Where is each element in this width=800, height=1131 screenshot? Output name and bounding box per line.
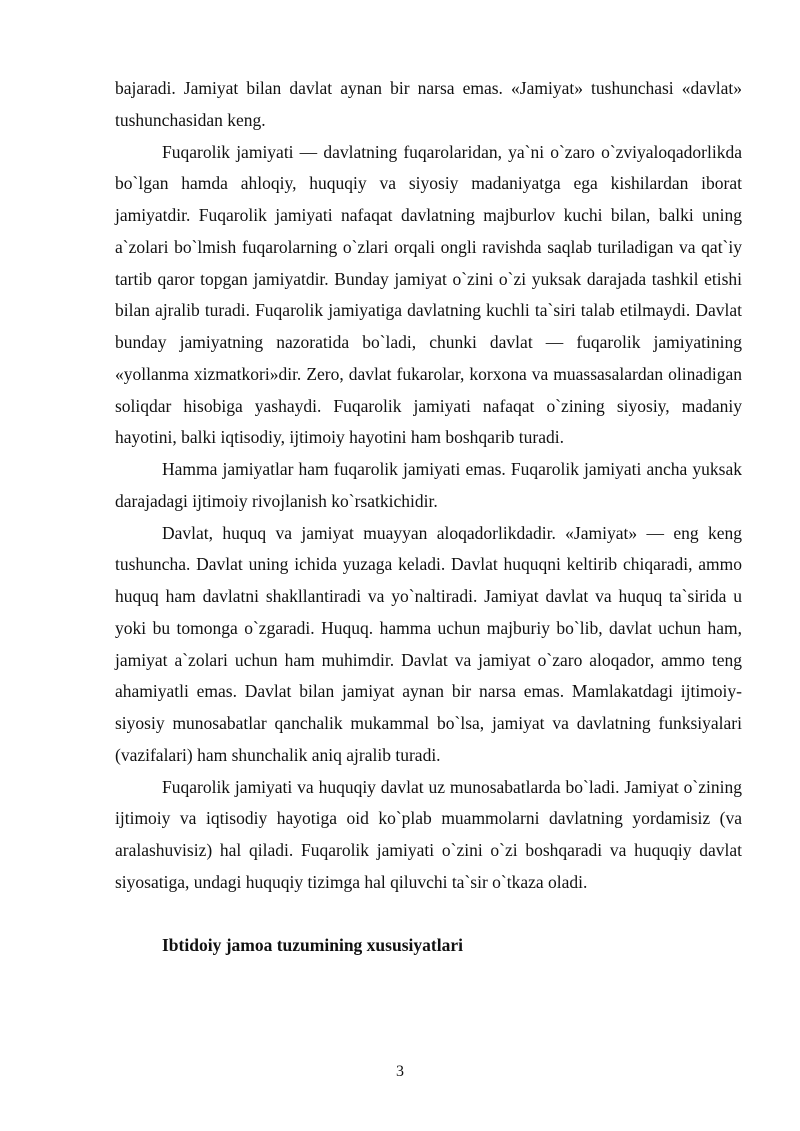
- paragraph-state-law-society: Davlat, huquq va jamiyat muayyan aloqadorlikdadir. «Jamiyat» — eng keng tushuncha. Davlat uning ichida yuzaga keladi. Davlat huquqni keltirib chiqaradi, ammo huquq ham davlatni shakllantiradi va yo`naltiradi. Jamiyat davlat va huquq ta`sirida u yoki bu tomonga o`zgaradi. Huquq. hamma uchun majburiy bo`lib, davlat uchun ham, jamiyat a`zolari uchun ham muhimdir. Davlat va jamiyat o`zaro aloqador, ammo teng ahamiyatli emas. Davlat bilan jamiyat aynan bir narsa emas. Mamlakatdagi ijtimoiy-siyosiy munosabatlar qanchalik mukammal bo`lsa, jamiyat va davlatning funksiyalari (vazifalari) ham shunchalik aniq ajralib turadi.: [115, 522, 742, 765]
- document-body: [115, 73, 742, 962]
- page-number: 3: [396, 1063, 404, 1080]
- paragraph-civil-society-legal-state: Fuqarolik jamiyati va huquqiy davlat uz munosabatlarda bo`ladi. Jamiyat o`zining ijtimoiy va iqtisodiy hayotiga oid ko`plab muammolarni davlatning yordamisiz (va aralashuvisiz) hal qiladi. Fuqarolik jamiyati o`zini o`zi boshqaradi va huquqiy davlat siyosatiga, undagi huquqiy tizimga hal qiluvchi ta`sir o`tkaza oladi.: [115, 776, 742, 892]
- paragraph-civil-society-definition: Fuqarolik jamiyati — davlatning fuqarolaridan, ya`ni o`zaro o`zviyaloqadorlikda bo`lgan hamda ahloqiy, huquqiy va siyosiy madaniyatga ega kishilardan iborat jamiyatdir. Fuqarolik jamiyati nafaqat davlatning majburlov kuchi bilan, balki uning a`zolari bo`lmish fuqarolarning o`zlari orqali ongli ravishda saqlab turiladigan va qat`iy tartib qaror topgan jamiyatdir. Bunday jamiyat o`zini o`zi yuksak darajada tashkil etishi bilan ajralib turadi. Fuqarolik jamiyatiga davlatning kuchli ta`siri talab etilmaydi. Davlat bunday jamiyatning nazoratida bo`ladi, chunki davlat — fuqarolik jamiyatining «yollanma xizmatkori»dir. Zero, davlat fukarolar, korxona va muassasalardan olinadigan soliqdar hisobiga yashaydi. Fuqarolik jamiyati nafaqat o`zining siyosiy, madaniy hayotini, balki iqtisodiy, ijtimoiy hayotini ham boshqarib turadi.: [115, 141, 742, 448]
- paragraph-not-all-societies: Hamma jamiyatlar ham fuqarolik jamiyati emas. Fuqarolik jamiyati ancha yuksak darajadagi ijtimoiy rivojlanish ko`rsatkichidir.: [115, 459, 742, 511]
- paragraph-continuation: bajaradi. Jamiyat bilan davlat aynan bir narsa emas. «Jamiyat» tushunchasi «davlat» tushunchasidan keng.: [115, 78, 742, 130]
- section-heading: Ibtidoiy jamoa tuzumining xususiyatlari: [162, 935, 463, 956]
